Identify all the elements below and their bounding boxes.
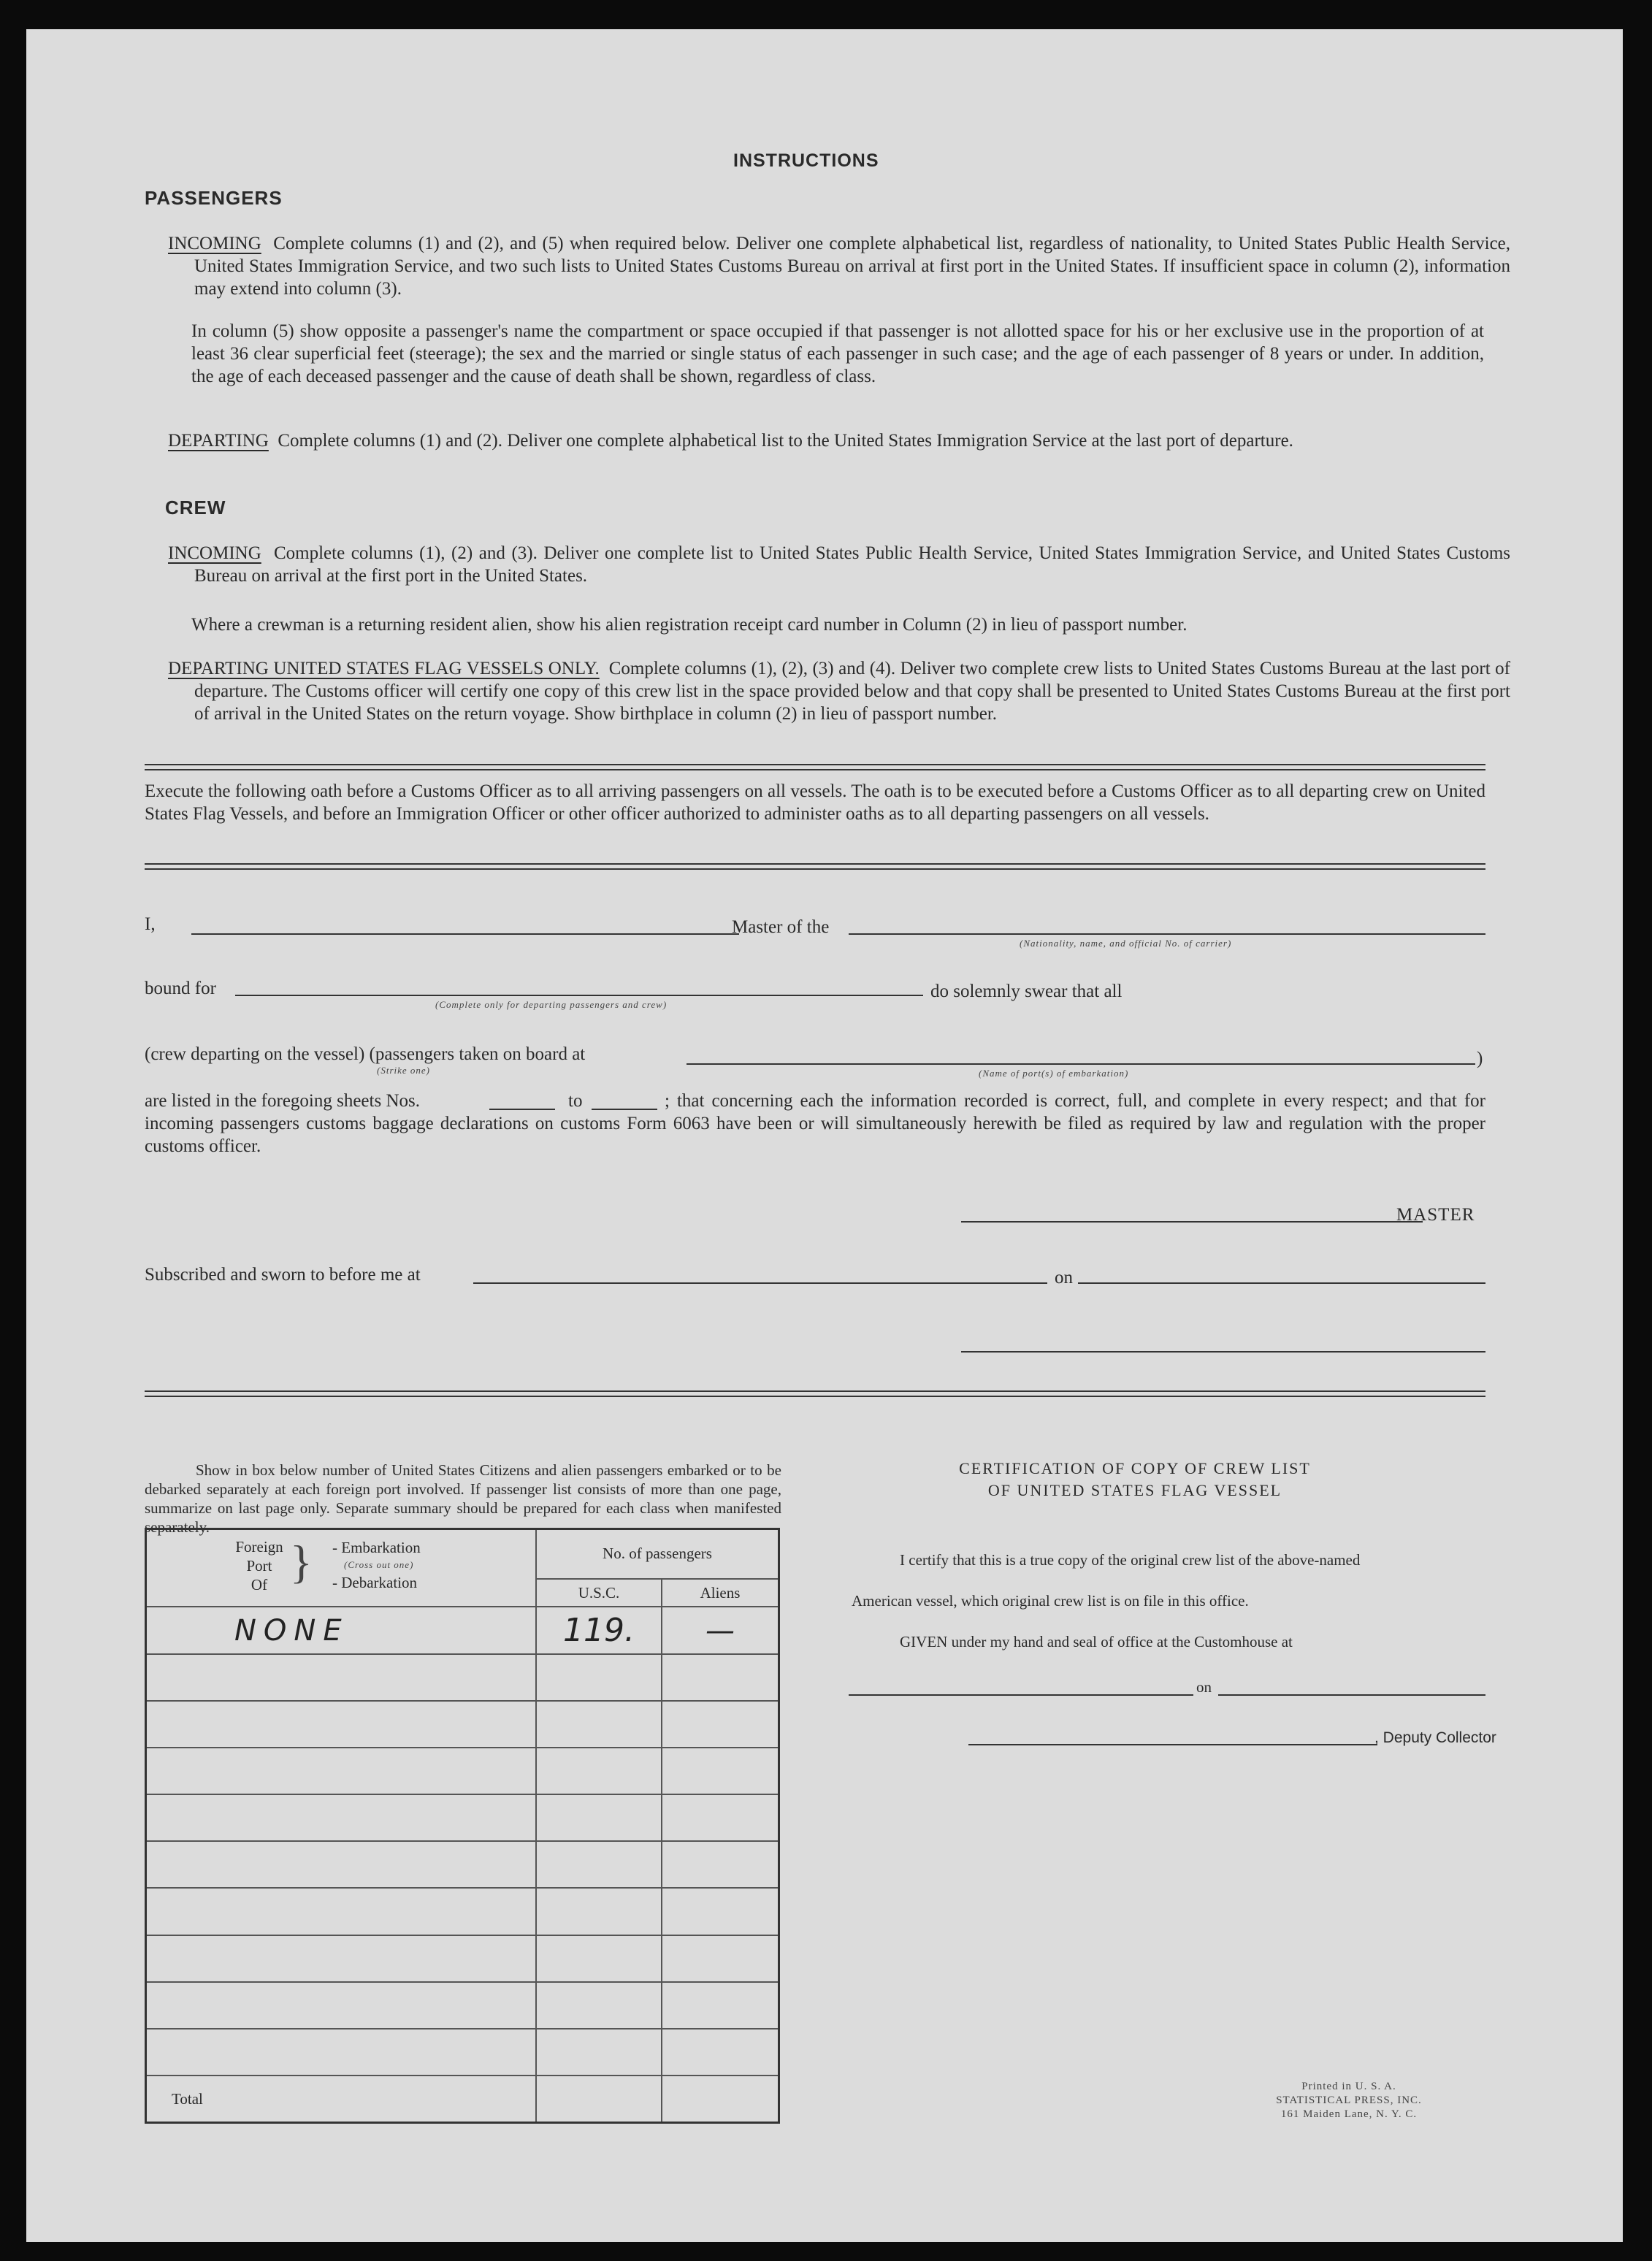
total-row — [146, 2076, 779, 2122]
table-row — [146, 1607, 779, 1653]
aliens-cell[interactable] — [662, 1654, 779, 1701]
crew-incoming-paragraph — [168, 542, 1510, 587]
port-cell[interactable] — [146, 2029, 537, 2076]
aliens-cell[interactable] — [662, 1794, 779, 1841]
port-cell[interactable] — [146, 1982, 537, 2029]
page-title: INSTRUCTIONS — [733, 150, 879, 171]
usc-cell[interactable] — [536, 1607, 662, 1653]
passengers-departing-label: DEPARTING — [168, 431, 269, 451]
usc-cell[interactable] — [536, 1841, 662, 1888]
form-page — [26, 29, 1623, 2242]
aliens-entry: — — [705, 1613, 735, 1648]
bound-for-label: bound for — [145, 979, 216, 998]
usc-cell[interactable] — [536, 1888, 662, 1935]
section-divider — [145, 1390, 1485, 1397]
foreign-port-of-label — [230, 1537, 288, 1594]
usc-cell[interactable] — [536, 1701, 662, 1748]
section-divider — [145, 764, 1485, 770]
port-cell[interactable] — [146, 1888, 537, 1935]
master-name-field[interactable] — [191, 933, 739, 935]
passengers-departing-text: Complete columns (1) and (2). Deliver one complete alphabetical list to the United States Immigration Service at the last port of departure. — [278, 431, 1293, 451]
total-aliens-cell[interactable] — [662, 2076, 779, 2122]
given-text: GIVEN under my hand and seal of office at the Customhouse at — [900, 1633, 1293, 1650]
no-passengers-header: No. of passengers — [536, 1529, 779, 1579]
cert-date-field[interactable] — [1218, 1694, 1485, 1696]
port-cell[interactable] — [146, 1935, 537, 1982]
sworn-date-field[interactable] — [1078, 1282, 1485, 1284]
swear-label: do solemnly swear that all — [930, 982, 1123, 1001]
subscribed-label: Subscribed and sworn to before me at — [145, 1265, 421, 1285]
usc-cell[interactable] — [536, 1935, 662, 1982]
table-row — [146, 1794, 779, 1841]
oath-i-label: I, — [145, 914, 156, 934]
vessel-text: American vessel, which original crew list is on file in this office. — [852, 1592, 1249, 1610]
officer-signature-field[interactable] — [961, 1351, 1485, 1353]
carrier-field[interactable] — [849, 933, 1485, 935]
aliens-cell[interactable] — [662, 1748, 779, 1794]
table-row — [146, 1888, 779, 1935]
embarkation-option[interactable]: - Embarkation — [332, 1539, 421, 1556]
aliens-cell[interactable] — [662, 2029, 779, 2076]
to-label: to — [568, 1091, 583, 1111]
crew-departing-oath-label — [145, 1043, 585, 1066]
usc-cell[interactable] — [536, 1748, 662, 1794]
embark-debark-options — [332, 1539, 421, 1591]
port-cell[interactable] — [146, 1607, 537, 1653]
foreign-label: Foreign — [235, 1538, 283, 1556]
box-instructions: Show in box below number of United States Citizens and alien passengers embarked or to be debarked separately at each foreign port involved. If passenger list consists of more than one page, summarize on last page only. Separate summary should be prepared for each class when manifested separately. — [145, 1461, 781, 1536]
passengers-incoming-label: INCOMING — [168, 234, 261, 253]
usc-cell[interactable] — [536, 1982, 662, 2029]
port-cell[interactable] — [146, 1701, 537, 1748]
aliens-cell[interactable] — [662, 1841, 779, 1888]
aliens-header: Aliens — [662, 1579, 779, 1607]
crew-incoming-text: Complete columns (1), (2) and (3). Deliver one complete list to United States Public Health Service, United States Immigration Service, and United States Customs Bureau on arrival at the first port in the United States. — [194, 543, 1511, 586]
passenger-summary-table — [145, 1528, 780, 2124]
ports-caption: (Name of port(s) of embarkation) — [979, 1068, 1129, 1079]
crew-departing-text: Complete columns (1), (2), (3) and (4). Deliver two complete crew lists to United States Customs Bureau at the last port of departure. The Customs officer will certify one copy of this crew list in the space provided below and that copy shall be presented to United States Customs Bureau at the first port of arrival in the United States on the return voyage. Show birthplace in column (2) in lieu of passport number. — [194, 659, 1510, 724]
listed-label: are listed in the foregoing sheets Nos. — [145, 1091, 420, 1111]
crew-resident-paragraph: Where a crewman is a returning resident alien, show his alien registration receipt card number in Column (2) in lieu of passport number. — [191, 615, 1188, 635]
crew-departing-paragraph — [168, 657, 1510, 725]
total-usc-cell[interactable] — [536, 2076, 662, 2122]
table-row — [146, 1748, 779, 1794]
table-row — [146, 2029, 779, 2076]
passengers-departing-paragraph — [168, 429, 1510, 452]
imprint-line-1: Printed in U. S. A. — [1301, 2081, 1396, 2092]
bound-caption: (Complete only for departing passengers and crew) — [435, 999, 668, 1010]
certification-title-1: CERTIFICATION OF COPY OF CREW LIST — [959, 1459, 1311, 1477]
port-cell[interactable] — [146, 1654, 537, 1701]
aliens-cell[interactable] — [662, 1982, 779, 2029]
usc-cell[interactable] — [536, 1654, 662, 1701]
bound-for-field[interactable] — [235, 995, 923, 996]
of-label: Of — [251, 1576, 268, 1594]
imprint-line-3: 161 Maiden Lane, N. Y. C. — [1280, 2108, 1418, 2120]
nationality-caption: (Nationality, name, and official No. of carrier) — [1020, 938, 1232, 949]
table-row — [146, 1654, 779, 1701]
certification-title-2: OF UNITED STATES FLAG VESSEL — [987, 1481, 1282, 1499]
aliens-cell[interactable] — [662, 1888, 779, 1935]
crew-departing-label: DEPARTING UNITED STATES FLAG VESSELS ONLY. — [168, 659, 600, 678]
deputy-label: , Deputy Collector — [1374, 1729, 1496, 1746]
table-row — [146, 1841, 779, 1888]
port-cell[interactable] — [146, 1794, 537, 1841]
sworn-on-label: on — [1055, 1268, 1073, 1288]
master-of-label: Master of the — [732, 917, 830, 937]
concerning-text: ; that concerning each the information recorded is correct, full, and complete in every respect; and that for incoming passengers customs baggage declarations on customs Form 6063 have been or will simultaneously herewith be filed as required by law and regulation with the proper customs officer. — [145, 1091, 1485, 1156]
certify-text: I certify that this is a true copy of the original crew list of the above-named — [900, 1551, 1361, 1569]
table-row — [146, 1701, 779, 1748]
port-label: Port — [246, 1557, 272, 1575]
passengers-incoming-paragraph — [168, 232, 1510, 300]
section-divider — [145, 863, 1485, 870]
crew-incoming-label: INCOMING — [168, 543, 261, 563]
certification-title — [854, 1458, 1415, 1501]
deputy-signature-field[interactable] — [968, 1744, 1377, 1745]
total-label: Total — [146, 2076, 537, 2122]
port-header-cell — [146, 1529, 537, 1607]
oath-instructions: Execute the following oath before a Customs Officer as to all arriving passengers on all vessels. The oath is to be executed before a Customs Officer as to all departing crew on United States Flag Vessels, and before an Immigration Officer or other officer authorized to administer oaths as to all departing passengers on all vessels. — [145, 781, 1485, 824]
port-entry: NONE — [234, 1613, 349, 1648]
cert-on-label: on — [1196, 1678, 1212, 1696]
imprint-line-2: STATISTICAL PRESS, INC. — [1276, 2094, 1422, 2106]
close-paren: ) — [1477, 1049, 1483, 1068]
debarkation-option[interactable]: - Debarkation — [332, 1574, 418, 1591]
table-row — [146, 1982, 779, 2029]
usc-header: U.S.C. — [536, 1579, 662, 1607]
passengers-column5-paragraph: In column (5) show opposite a passenger's name the compartment or space occupied if that passenger is not allotted space for his or her exclusive use in the proportion of at least 36 clear superficial feet (steerage); the sex and the married or single status of each passenger in such case; and the age of each passenger of 8 years or under. In addition, the age of each deceased passenger and the cause of death shall be shown, regardless of class. — [191, 321, 1484, 386]
crew-departing-oath-text: (crew departing on the vessel) (passengers taken on board at — [145, 1044, 586, 1064]
usc-cell[interactable] — [536, 2029, 662, 2076]
printer-imprint — [1243, 2080, 1455, 2122]
passengers-heading: PASSENGERS — [145, 187, 283, 209]
table-row — [146, 1935, 779, 1982]
brace-icon: } — [290, 1536, 313, 1588]
ports-field[interactable] — [687, 1063, 1475, 1065]
usc-cell[interactable] — [536, 1794, 662, 1841]
customhouse-field[interactable] — [849, 1694, 1193, 1696]
passengers-incoming-text: Complete columns (1) and (2), and (5) when required below. Deliver one complete alphabetical list, regardless of nationality, to United States Public Health Service, United States Immigration Service, and two such lists to United States Customs Bureau on arrival at first port in the United States. If insufficient space in column (2), information may extend into column (3). — [194, 234, 1511, 299]
aliens-cell[interactable] — [662, 1935, 779, 1982]
strike-caption: (Strike one) — [377, 1065, 431, 1076]
master-signature-field[interactable] — [961, 1221, 1423, 1223]
port-cell[interactable] — [146, 1748, 537, 1794]
aliens-cell[interactable] — [662, 1701, 779, 1748]
crew-heading: CREW — [165, 497, 226, 519]
sworn-place-field[interactable] — [473, 1282, 1047, 1284]
cross-out-caption: (Cross out one) — [344, 1559, 414, 1570]
usc-entry: 119. — [563, 1612, 635, 1650]
port-cell[interactable] — [146, 1841, 537, 1888]
master-label: MASTER — [1396, 1205, 1475, 1225]
aliens-cell[interactable] — [662, 1607, 779, 1653]
